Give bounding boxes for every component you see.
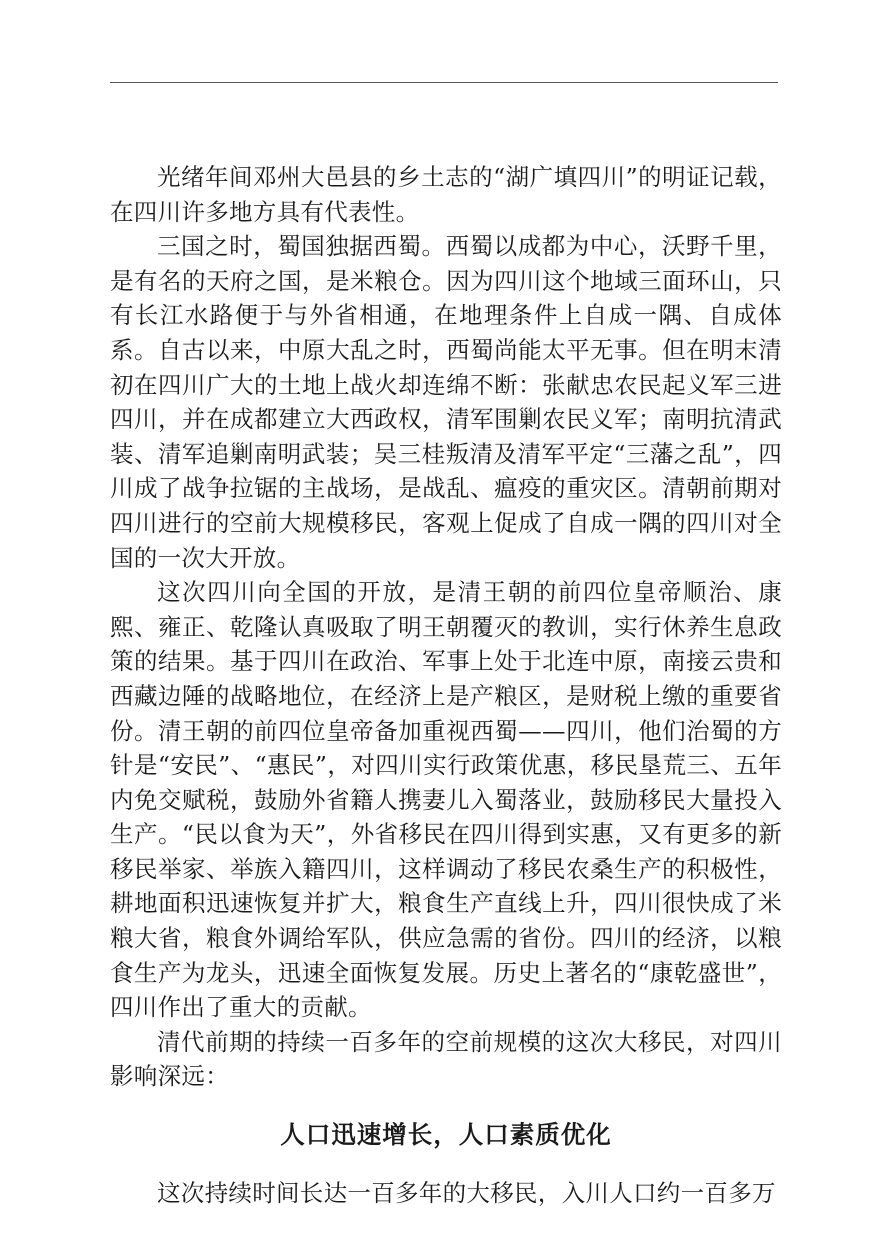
page-body xyxy=(110,160,782,1210)
paragraph-4: 清代前期的持续一百多年的空前规模的这次大移民，对四川影响深远： xyxy=(110,1027,782,1091)
paragraph-5: 这次持续时间长达一百多年的大移民，入川人口约一百多万 xyxy=(157,1178,776,1207)
header-rule xyxy=(110,82,778,83)
paragraph-3: 这次四川向全国的开放，是清王朝的前四位皇帝顺治、康熙、雍正、乾隆认真吸取了明王朝覆灭的教训，实行休养生息政策的结果。基于四川在政治、军事上处于北连中原，南接云贵和西藏边陲的战略地位，在经济上是产粮区，是财税上缴的重要省份。清王朝的前四位皇帝备加重视西蜀——四川，他们治蜀的方针是“安民”、“惠民”，对四川实行政策优惠，移民垦荒三、五年内免交赋税，鼓励外省籍人携妻儿入蜀落业，鼓励移民大量投入生产。“民以食为天”，外省移民在四川得到实惠，又有更多的新移民举家、举族入籍四川，这样调动了移民农桑生产的积极性，耕地面积迅速恢复并扩大，粮食生产直线上升，四川很快成了米粮大省，粮食外调给军队，供应急需的省份。四川的经济，以粮食生产为龙头，迅速全面恢复发展。历史上著名的“康乾盛世”，四川作出了重大的贡献。 xyxy=(110,578,782,1022)
paragraph-2: 三国之时，蜀国独据西蜀。西蜀以成都为中心，沃野千里，是有名的天府之国，是米粮仓。因为四川这个地域三面环山，只有长江水路便于与外省相通，在地理条件上自成一隅、自成体系。自古以来，中原大乱之时，西蜀尚能太平无事。但在明末清初在四川广大的土地上战火却连绵不断：张献忠农民起义军三进四川，并在成都建立大西政权，清军围剿农民义军；南明抗清武装、清军追剿南明武装；吴三桂叛清及清军平定“三藩之乱”，四川成了战争拉锯的主战场，是战乱、瘟疫的重灾区。清朝前期对四川进行的空前大规模移民，客观上促成了自成一隅的四川对全国的一次大开放。 xyxy=(110,232,782,572)
paragraph-1: 光绪年间邓州大邑县的乡土志的“湖广填四川”的明证记载，在四川许多地方具有代表性。 xyxy=(110,163,782,226)
section-heading: 人口迅速增长，人口素质优化 xyxy=(280,1120,612,1150)
